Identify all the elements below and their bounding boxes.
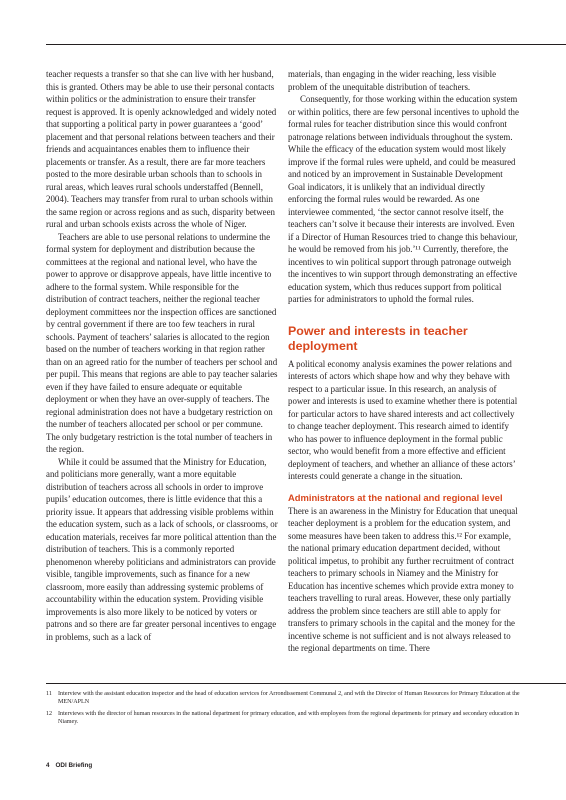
footnote-rule bbox=[46, 683, 566, 684]
page-number: 4 bbox=[46, 762, 50, 769]
right-column bbox=[288, 68, 520, 655]
top-rule bbox=[46, 44, 566, 45]
footnote-text: Interview with the assistant education inspector and the head of education services for Arrondissement Communal 2, and with the Director of Human Resources for Primary Education at the MEN/APLN bbox=[58, 691, 520, 705]
body-paragraph: While it could be assumed that the Ministry for Education, and politicians more generally, want a more equitable distribution of teachers across all schools in order to improve pupils’ education outcomes, there is little evidence that this a priority issue. It appears that addressing visible problems within the education system, such as a lack of schools, or classrooms, or education materials, receives far more political attention than the distribution of teachers. This is a commonly reported phenomenon whereby politicians and administrators can provide visible, tangible improvements, such as finance for a new classroom, more easily than addressing systemic problems of accountability within the education system. Providing visible improvements is also more likely to be noticed by voters or patrons and so there are far greater personal incentives to engage in problems, such as a lack of bbox=[46, 456, 278, 642]
body-paragraph: teacher requests a transfer so that she can live with her husband, this is granted. Others may be able to use their personal contacts within politics or the administration to ensure their transfer request is approved. It is openly acknowledged and widely noted that supporting a political party in power guarantees a ‘good’ placement and that personal relations between teachers and their friends and acquaintances enables them to influence their placements or transfer. As a result, there are far more teachers posted to the more desirable urban schools than to schools in rural areas, which leaves rural schools understaffed (Bennell, 2004). Teachers may transfer from rural to urban schools within the same region or across regions and as such, disparity between rural and urban schools exists across the whole of Niger. bbox=[46, 69, 277, 229]
footnotes bbox=[46, 690, 536, 730]
body-paragraph: There is an awareness in the Ministry for Education that unequal teacher deployment is a problem for the education system, and some measures have been taken to address this.¹² For example, the national primary education department decided, without political impetus, to prohibit any further recruitment of contract teachers to primary schools in Niamey and the Ministry for Education has incentive schemes which provide extra money to teachers travelling to rural areas. However, these only partially address the problem since teachers are still able to apply for transfers to primary schools in the capital and the money for the incentive scheme is not sufficient and is not always released to the regional departments on time. There bbox=[288, 505, 518, 653]
body-paragraph: Consequently, for those working within the education system or within politics, there are few personal incentives to uphold the formal rules for teacher distribution since this would confront patronage relations between individuals throughout the system. While the efficacy of the education system would most likely improve if the formal rules were upheld, and could be measured and noticed by an improvement in Sustainable Development Goal indicators, it is unlikely that an individual directly enforcing the formal rules would be rewarded. As one interviewee commented, ‘the sector cannot resolve itself, the teachers can’t solve it because their interests are involved. Even if a Director of Human Resources tried to change this behaviour, he would be removed from his job.’¹¹ Currently, therefore, the incentives to win political support through patronage outweigh the incentives to win support through demonstrating an effective education system, which thus reduces support from political parties for administrators to uphold the formal rules. bbox=[288, 94, 519, 304]
body-paragraph: Teachers are able to use personal relations to undermine the formal system for deployment and distribution because the committees at the regional and national level, who have the power to approve or disapprove appeals, have little incentive to adhere to the formal system. While responsible for the distribution of contract teachers, neither the regional teacher deployment committees nor the inspection offices are sanctioned by central government if there are too few teachers in rural schools. Payment of teachers’ salaries is allocated to the region based on the number of teachers working in that region rather than on an agreed ratio for the number of teachers per school and per pupil. This means that regions are able to pay teacher salaries even if they have failed to ensure adequate or equitable deployment or when they have an over-supply of teachers. The regional administration does not have a budgetary restriction on the number of teachers allocated per school or per commune. The only budgetary restriction is the total number of teachers in the region. bbox=[46, 231, 278, 454]
body-paragraph: A political economy analysis examines the power relations and interests of actors which shape how and why they behave with respect to a particular issue. In this research, an analysis of power and interests is used to examine whether there is potential for particular actors to have shared interests and act collectively to change teacher deployment. This research aimed to identify who has power to influence deployment in the formal public sector, who would benefit from a more effective and efficient deployment of teachers, and whether an alliance of these actors’ interests could generate a change in the situation. bbox=[288, 358, 518, 481]
subsection-heading: Administrators at the national and regional level bbox=[288, 491, 503, 503]
page-footer bbox=[46, 762, 98, 769]
footnote-number: 11 bbox=[46, 691, 52, 697]
footnote-text: Interviews with the director of human resources in the national department for primary education, and with employees from the regional departments for primary and secondary education in Niamey. bbox=[58, 711, 520, 725]
footnote bbox=[46, 710, 536, 726]
body-paragraph: materials, than engaging in the wider reaching, less visible problem of the unequitable distribution of teachers. bbox=[288, 69, 497, 92]
left-column bbox=[46, 68, 278, 643]
footnote bbox=[46, 690, 536, 706]
section-heading: Power and interests in teacher deployment bbox=[288, 323, 468, 353]
footnote-number: 12 bbox=[46, 711, 53, 717]
publication-name: ODI Briefing bbox=[55, 762, 93, 769]
